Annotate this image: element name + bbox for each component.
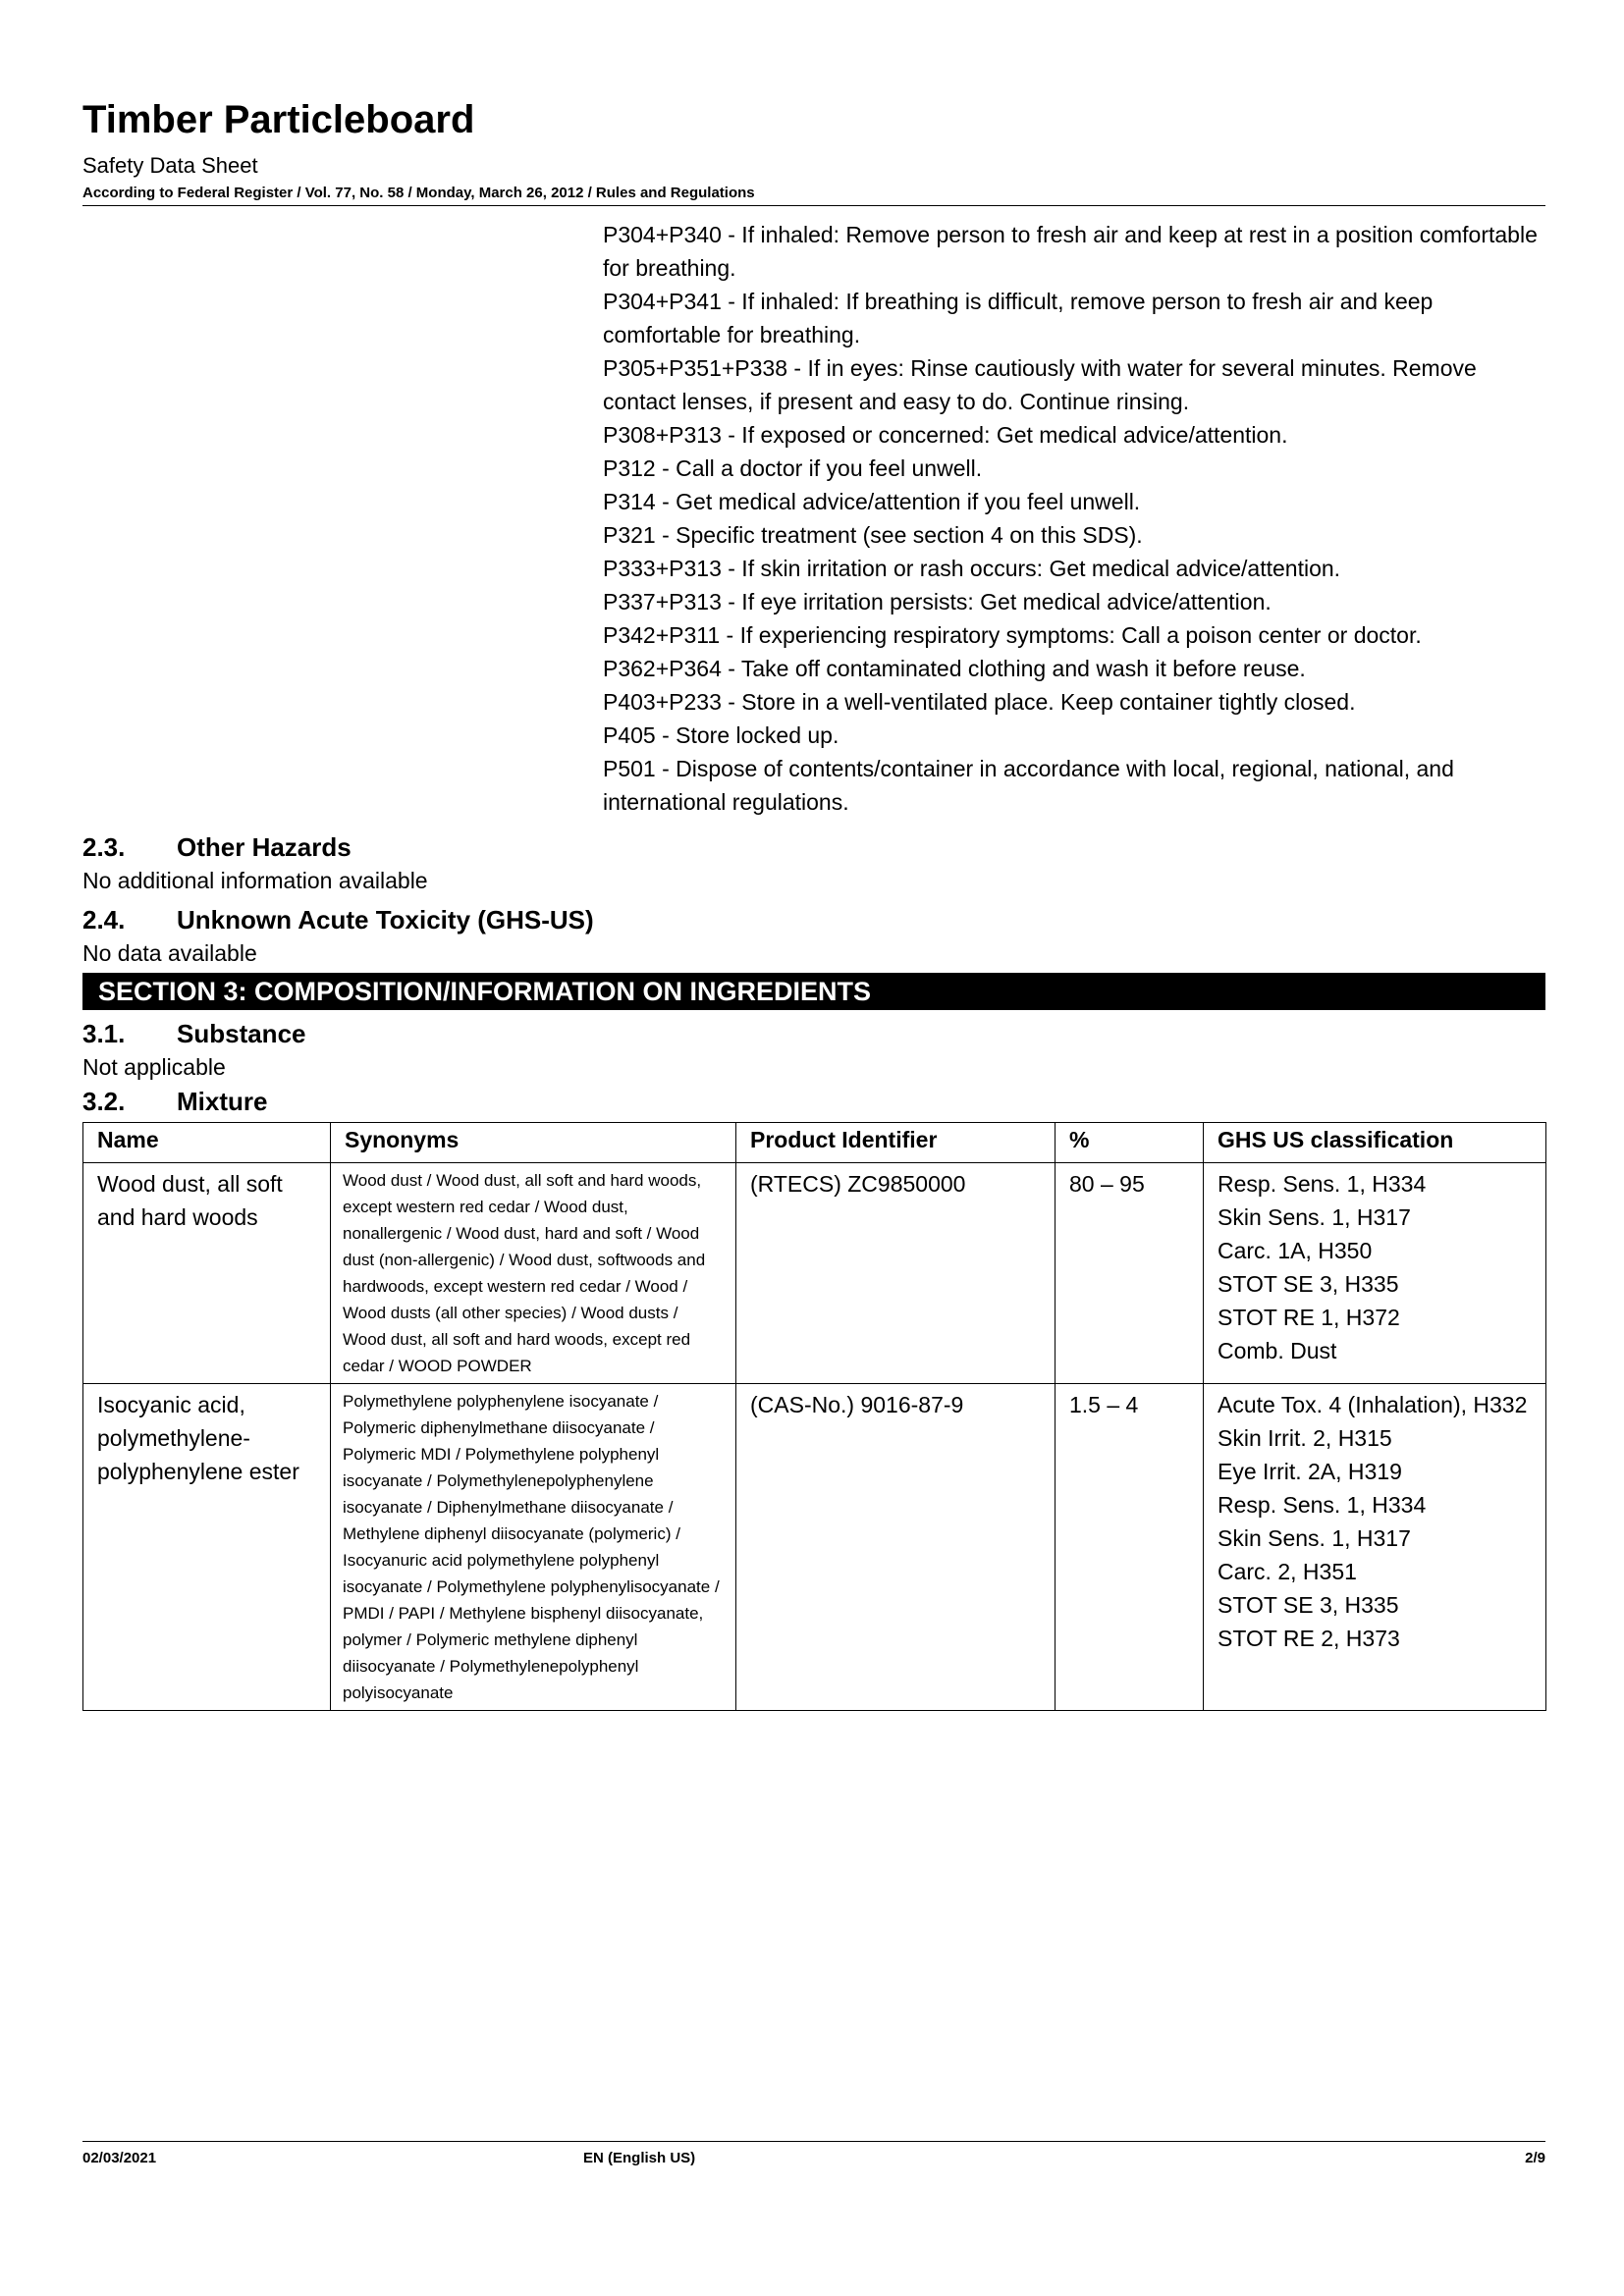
ingredient-product-identifier: (RTECS) ZC9850000 xyxy=(736,1163,1056,1384)
header-divider xyxy=(82,205,1545,206)
precautionary-statement: P337+P313 - If eye irritation persists: Get medical advice/attention. xyxy=(603,589,1272,614)
ghs-class-item: STOT SE 3, H335 xyxy=(1218,1592,1399,1618)
heading-text: Unknown Acute Toxicity (GHS-US) xyxy=(177,905,594,934)
precautionary-statement: P321 - Specific treatment (see section 4 on this SDS). xyxy=(603,522,1143,548)
ghs-class-item: Skin Sens. 1, H317 xyxy=(1218,1525,1411,1551)
column-header-product-identifier: Product Identifier xyxy=(736,1123,1056,1163)
precautionary-statement: P362+P364 - Take off contaminated clothing and wash it before reuse. xyxy=(603,656,1306,681)
footer-language: EN (English US) xyxy=(583,2150,696,2166)
ingredient-name: Wood dust, all soft and hard woods xyxy=(83,1163,331,1384)
precautionary-statement: P308+P313 - If exposed or concerned: Get medical advice/attention. xyxy=(603,422,1288,448)
precautionary-statement: P333+P313 - If skin irritation or rash occurs: Get medical advice/attention. xyxy=(603,556,1341,581)
heading-mixture xyxy=(82,1087,267,1117)
ghs-class-item: STOT RE 2, H373 xyxy=(1218,1626,1400,1651)
precautionary-statement: P405 - Store locked up. xyxy=(603,722,839,748)
footer-date: 02/03/2021 xyxy=(82,2150,157,2166)
precautionary-statement: P312 - Call a doctor if you feel unwell. xyxy=(603,455,983,481)
heading-text: Substance xyxy=(177,1019,306,1048)
table-row xyxy=(83,1384,1546,1711)
heading-number: 3.2. xyxy=(82,1087,126,1116)
heading-text: Mixture xyxy=(177,1087,268,1116)
unknown-acute-toxicity-text: No data available xyxy=(82,940,257,966)
precautionary-statement: P501 - Dispose of contents/container in accordance with local, regional, national, and international regulations. xyxy=(603,756,1454,815)
ghs-class-item: Resp. Sens. 1, H334 xyxy=(1218,1492,1427,1518)
ghs-class-item: Skin Irrit. 2, H315 xyxy=(1218,1425,1392,1451)
ghs-class-item: Comb. Dust xyxy=(1218,1338,1337,1363)
ghs-class-item: Carc. 1A, H350 xyxy=(1218,1238,1373,1263)
ghs-class-item: STOT RE 1, H372 xyxy=(1218,1305,1400,1330)
footer-page-number: 2/9 xyxy=(1525,2150,1545,2166)
footer-divider xyxy=(82,2141,1545,2142)
ingredient-synonyms: Polymethylene polyphenylene isocyanate / Polymeric diphenylmethane diisocyanate / Polymeric MDI / Polymethylene polyphenyl isocyanate / Polymethylenepolyphenylene isocyanate / Diphenylmethane diisocyanate / Methylene diphenyl diisocyanate (polymeric) / Isocyanuric acid polymethylene polyphenyl isocyanate / Polymethylene polyphenylisocyanate / PMDI / PAPI / Methylene bisphenyl diisocyanate, polymer / Polymeric methylene diphenyl diisocyanate / Polymethylenepolyphenyl polyisocyanate xyxy=(331,1384,736,1711)
precautionary-statements-list xyxy=(603,218,1545,819)
ghs-class-item: Carc. 2, H351 xyxy=(1218,1559,1357,1584)
precautionary-statement: P304+P340 - If inhaled: Remove person to fresh air and keep at rest in a position comfortable for breathing. xyxy=(603,222,1538,281)
heading-number: 2.3. xyxy=(82,832,126,862)
ingredient-product-identifier: (CAS-No.) 9016-87-9 xyxy=(736,1384,1056,1711)
heading-text: Other Hazards xyxy=(177,832,352,862)
table-row xyxy=(83,1163,1546,1384)
column-header-ghs: GHS US classification xyxy=(1204,1123,1546,1163)
mixture-table xyxy=(82,1122,1546,1711)
regulation-reference: According to Federal Register / Vol. 77, No. 58 / Monday, March 26, 2012 / Rules and Regulations xyxy=(82,185,755,201)
table-header-row xyxy=(83,1123,1546,1163)
ingredient-ghs-classification xyxy=(1204,1384,1546,1711)
column-header-name: Name xyxy=(83,1123,331,1163)
other-hazards-text: No additional information available xyxy=(82,868,428,893)
ingredient-percent: 1.5 – 4 xyxy=(1056,1384,1204,1711)
heading-substance xyxy=(82,1019,306,1049)
heading-number: 3.1. xyxy=(82,1019,126,1048)
precautionary-statement: P314 - Get medical advice/attention if you feel unwell. xyxy=(603,489,1141,514)
ghs-class-item: Eye Irrit. 2A, H319 xyxy=(1218,1459,1402,1484)
heading-number: 2.4. xyxy=(82,905,126,934)
heading-other-hazards xyxy=(82,832,352,863)
precautionary-statement: P305+P351+P338 - If in eyes: Rinse cautiously with water for several minutes. Remove contact lenses, if present and easy to do. Continue rinsing. xyxy=(603,355,1477,414)
column-header-percent: % xyxy=(1056,1123,1204,1163)
ghs-class-item: Skin Sens. 1, H317 xyxy=(1218,1204,1411,1230)
ingredient-ghs-classification xyxy=(1204,1163,1546,1384)
heading-unknown-acute-toxicity xyxy=(82,905,594,935)
precautionary-statement: P342+P311 - If experiencing respiratory symptoms: Call a poison center or doctor. xyxy=(603,622,1422,648)
ingredient-synonyms: Wood dust / Wood dust, all soft and hard woods, except western red cedar / Wood dust, nonallergenic / Wood dust, hard and soft / Wood dust (non-allergenic) / Wood dust, softwoods and hardwoods, except western red cedar / Wood / Wood dusts (all other species) / Wood dusts / Wood dust, all soft and hard woods, except red cedar / WOOD POWDER xyxy=(331,1163,736,1384)
column-header-synonyms: Synonyms xyxy=(331,1123,736,1163)
ingredient-name: Isocyanic acid, polymethylene-polyphenylene ester xyxy=(83,1384,331,1711)
ingredient-percent: 80 – 95 xyxy=(1056,1163,1204,1384)
precautionary-statement: P304+P341 - If inhaled: If breathing is difficult, remove person to fresh air and keep comfortable for breathing. xyxy=(603,289,1434,347)
substance-text: Not applicable xyxy=(82,1054,226,1080)
ghs-class-item: Acute Tox. 4 (Inhalation), H332 xyxy=(1218,1392,1528,1417)
document-title: Timber Particleboard xyxy=(82,98,475,141)
ghs-class-item: Resp. Sens. 1, H334 xyxy=(1218,1171,1427,1197)
section-3-header: SECTION 3: COMPOSITION/INFORMATION ON INGREDIENTS xyxy=(82,973,1545,1010)
document-subtitle: Safety Data Sheet xyxy=(82,153,258,178)
ghs-class-item: STOT SE 3, H335 xyxy=(1218,1271,1399,1297)
precautionary-statement: P403+P233 - Store in a well-ventilated place. Keep container tightly closed. xyxy=(603,689,1356,715)
